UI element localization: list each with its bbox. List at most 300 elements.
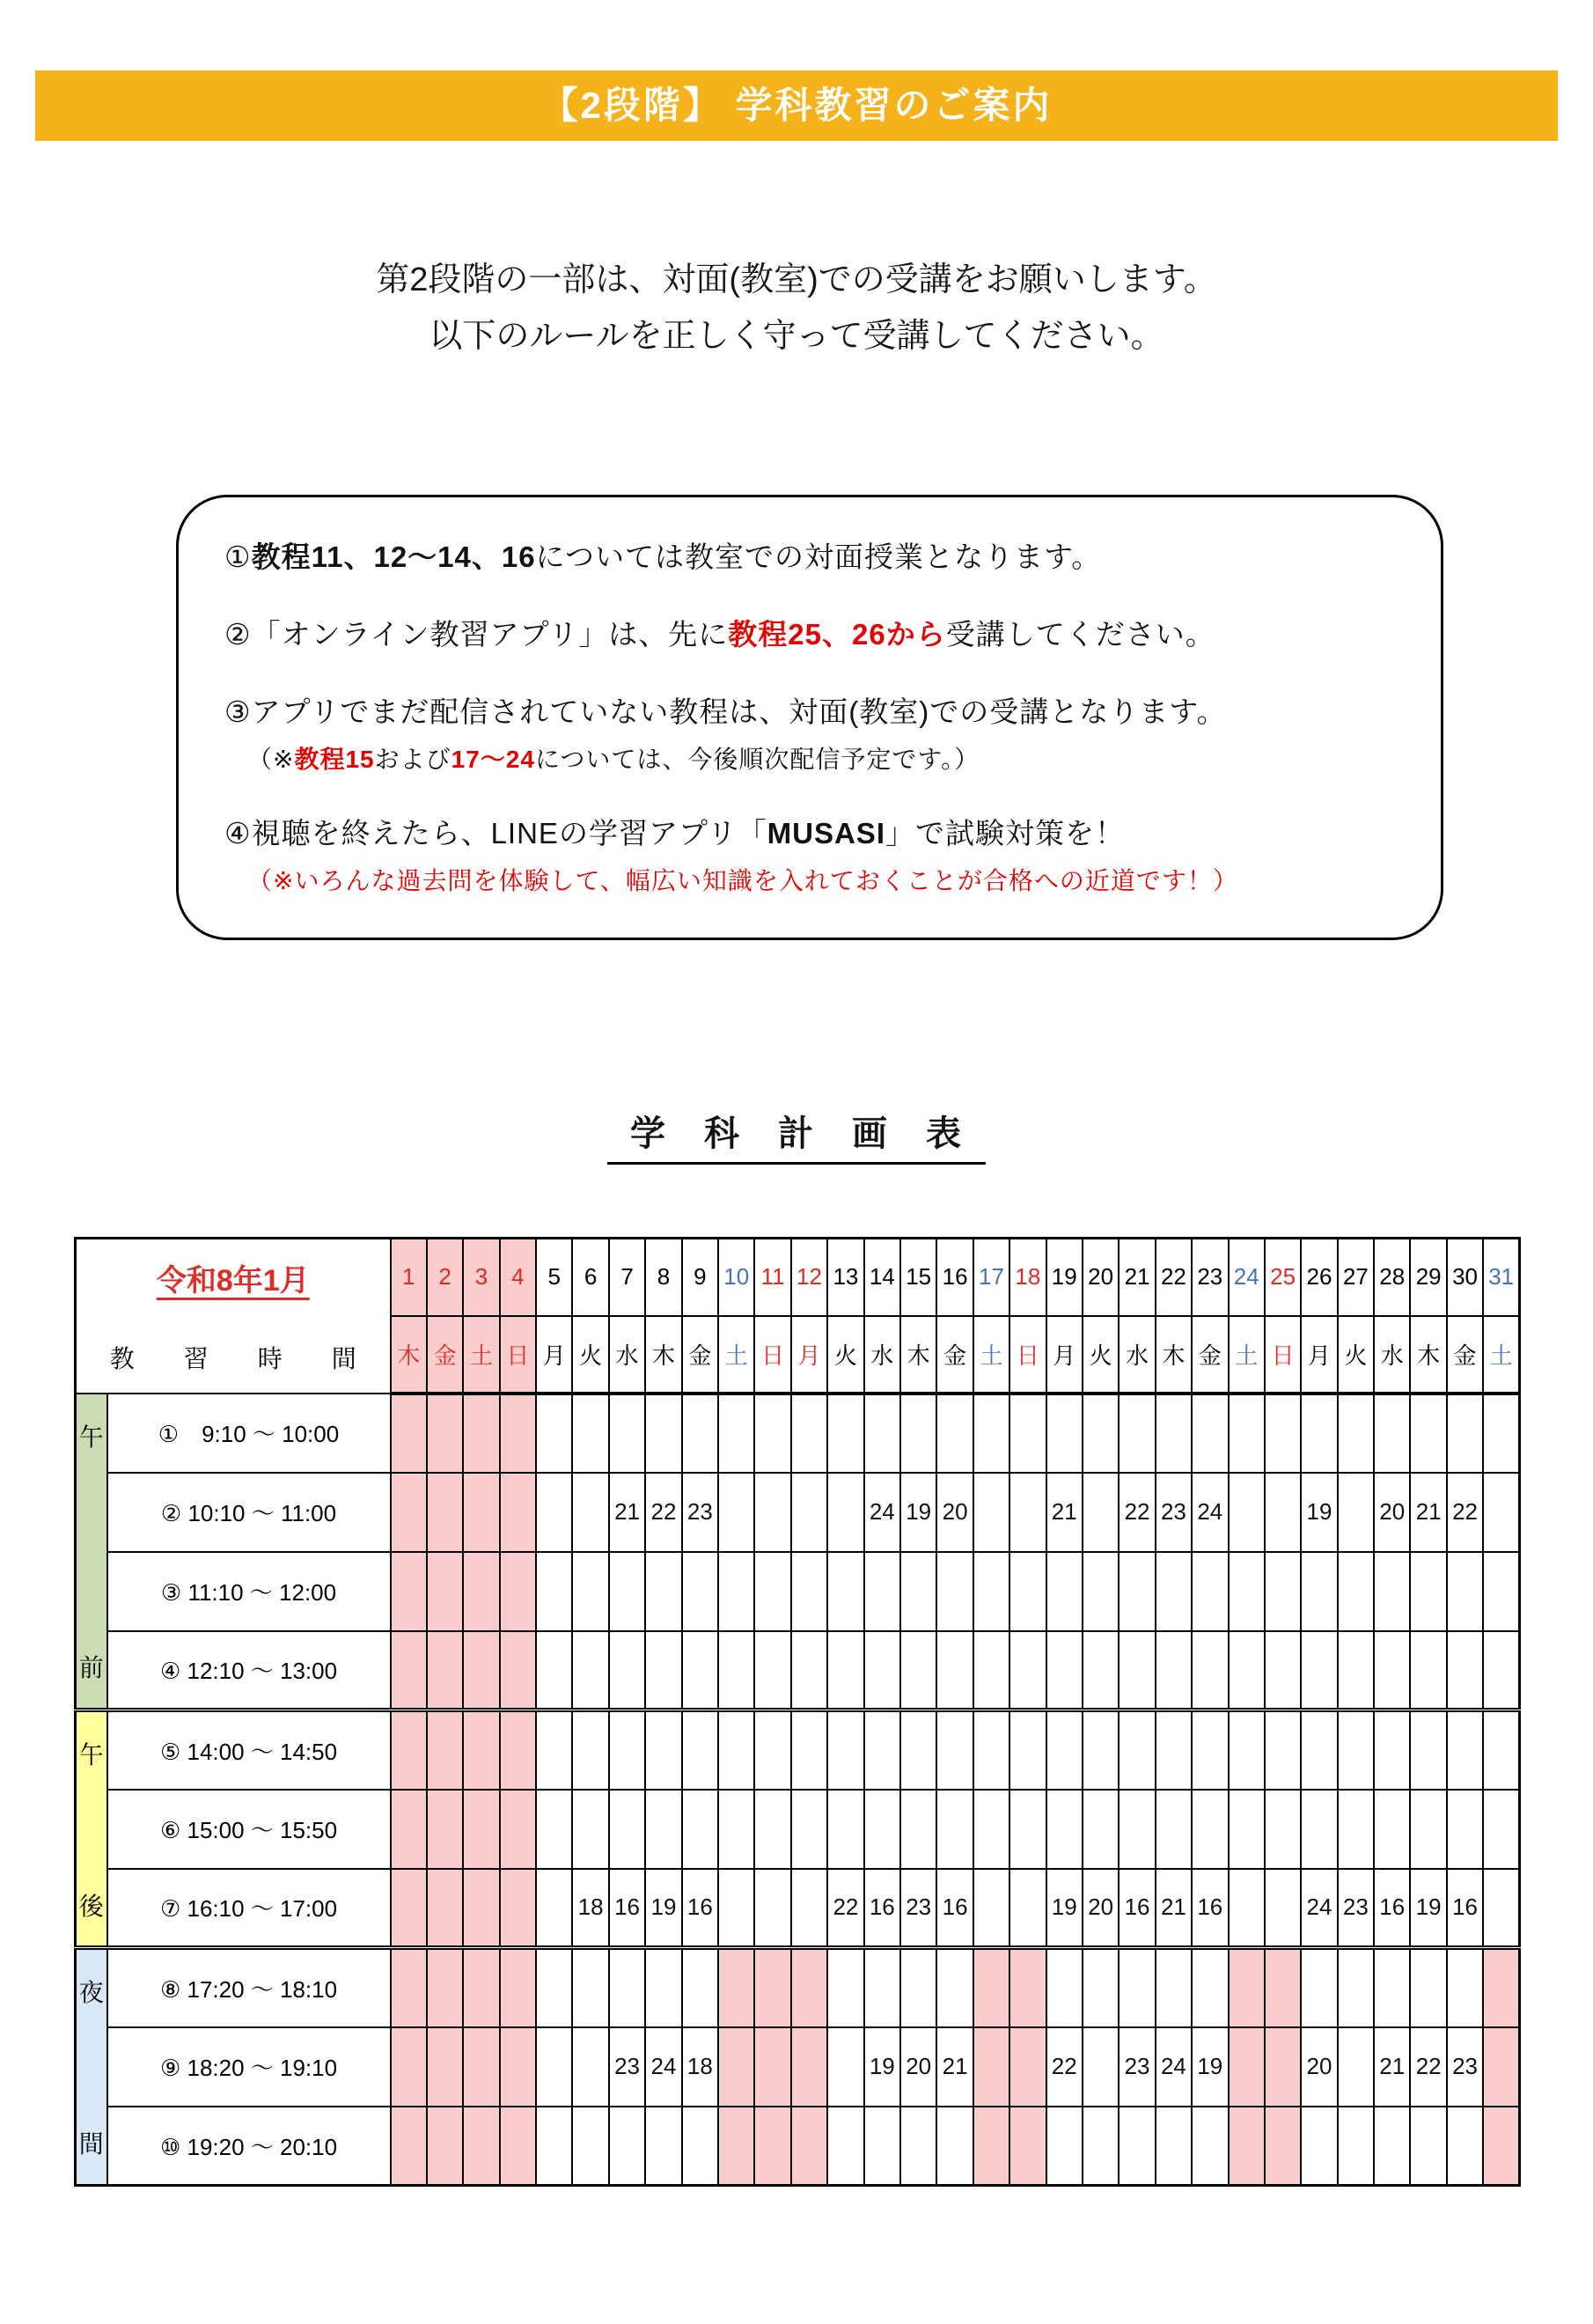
schedule-cell: 19 [1046, 1869, 1083, 1948]
time-slot-label: ② 10:10 ～ 11:00 [107, 1473, 391, 1552]
schedule-cell [572, 1710, 608, 1790]
date-cell: 6 [572, 1239, 608, 1316]
schedule-cell [391, 2107, 427, 2186]
day-cell: 土 [718, 1316, 754, 1394]
schedule-cell [1301, 1710, 1337, 1790]
schedule-cell [718, 2027, 754, 2107]
schedule-cell [427, 1948, 463, 2027]
schedule-cell: 23 [682, 1473, 718, 1552]
schedule-cell: 21 [936, 2027, 973, 2107]
schedule-cell [1265, 1948, 1301, 2027]
schedule-cell [900, 1552, 936, 1631]
time-slot-label: ⑨ 18:20 ～ 19:10 [107, 2027, 391, 2107]
schedule-row [76, 1790, 1520, 1869]
schedule-cell [718, 1631, 754, 1710]
schedule-cell [1447, 1790, 1483, 1869]
date-cell: 9 [682, 1239, 718, 1316]
schedule-cell [1483, 1710, 1519, 1790]
schedule-cell [973, 1790, 1009, 1869]
date-cell: 5 [536, 1239, 572, 1316]
schedule-cell [1301, 2107, 1337, 2186]
schedule-cell: 20 [1301, 2027, 1337, 2107]
time-slot-label: ① 9:10 ～ 10:00 [107, 1394, 391, 1473]
schedule-cell: 19 [645, 1869, 681, 1948]
schedule-cell [754, 1948, 790, 2027]
schedule-cell [427, 1710, 463, 1790]
schedule-cell: 22 [1119, 1473, 1155, 1552]
schedule-cell [864, 1948, 900, 2027]
schedule-cell [1009, 2027, 1046, 2107]
schedule-cell [1483, 2027, 1519, 2107]
time-slot-label: ⑩ 19:20 ～ 20:10 [107, 2107, 391, 2186]
date-cell: 1 [391, 1239, 427, 1316]
schedule-cell [1374, 1790, 1410, 1869]
schedule-cell [572, 1552, 608, 1631]
schedule-cell [609, 1948, 645, 2027]
schedule-cell: 23 [1119, 2027, 1155, 2107]
day-cell: 土 [1229, 1316, 1265, 1394]
date-cell: 4 [500, 1239, 536, 1316]
day-cell: 日 [754, 1316, 790, 1394]
schedule-cell [1447, 1710, 1483, 1790]
schedule-cell [1265, 1473, 1301, 1552]
schedule-cell [572, 1473, 608, 1552]
schedule-cell [1483, 1631, 1519, 1710]
schedule-cell [391, 1473, 427, 1552]
schedule-table-wrap [74, 1237, 1593, 2187]
schedule-cell: 22 [1046, 2027, 1083, 2107]
schedule-cell [682, 2107, 718, 2186]
date-cell: 11 [754, 1239, 790, 1316]
schedule-cell [609, 1394, 645, 1473]
day-cell: 水 [1374, 1316, 1410, 1394]
month-label: 令和8年1月 [156, 1264, 310, 1298]
schedule-cell [936, 1948, 973, 2027]
schedule-cell [427, 1394, 463, 1473]
date-cell: 8 [645, 1239, 681, 1316]
schedule-cell [609, 2107, 645, 2186]
plan-title: 学 科 計 画 表 [607, 1114, 986, 1165]
schedule-cell: 19 [1410, 1869, 1446, 1948]
schedule-cell: 24 [864, 1473, 900, 1552]
schedule-cell [1447, 1394, 1483, 1473]
schedule-cell [536, 1631, 572, 1710]
schedule-cell [682, 1631, 718, 1710]
schedule-cell: 19 [1301, 1473, 1337, 1552]
schedule-row [76, 1552, 1520, 1631]
schedule-cell [1338, 1948, 1374, 2027]
schedule-cell [463, 1790, 499, 1869]
rule-item [224, 614, 1416, 656]
day-cell: 金 [936, 1316, 973, 1394]
day-cell: 火 [572, 1316, 608, 1394]
schedule-cell [463, 1869, 499, 1948]
schedule-cell [1265, 2107, 1301, 2186]
schedule-cell [1009, 1394, 1046, 1473]
schedule-cell [391, 1790, 427, 1869]
day-cell: 月 [536, 1316, 572, 1394]
schedule-cell [1229, 1631, 1265, 1710]
schedule-cell [391, 1710, 427, 1790]
section-band-char: 前 [78, 1653, 104, 1681]
schedule-cell [1374, 1948, 1410, 2027]
schedule-cell [1338, 1710, 1374, 1790]
schedule-cell [754, 2027, 790, 2107]
schedule-cell [718, 1552, 754, 1631]
schedule-cell [536, 1869, 572, 1948]
schedule-cell [827, 1790, 863, 1869]
date-cell: 19 [1046, 1239, 1083, 1316]
schedule-cell: 18 [682, 2027, 718, 2107]
schedule-cell [1410, 1710, 1446, 1790]
schedule-cell: 20 [936, 1473, 973, 1552]
day-cell: 土 [973, 1316, 1009, 1394]
day-cell: 火 [1338, 1316, 1374, 1394]
schedule-cell [1338, 2107, 1374, 2186]
schedule-cell [1192, 1394, 1228, 1473]
schedule-cell [864, 1394, 900, 1473]
schedule-cell: 16 [1447, 1869, 1483, 1948]
date-cell: 3 [463, 1239, 499, 1316]
page-banner [35, 70, 1558, 141]
schedule-cell [500, 1394, 536, 1473]
schedule-cell [1156, 2107, 1192, 2186]
schedule-cell [900, 1790, 936, 1869]
schedule-cell [1009, 1790, 1046, 1869]
schedule-row [76, 1473, 1520, 1552]
schedule-cell [827, 1948, 863, 2027]
intro-text [0, 252, 1593, 364]
schedule-cell [572, 2027, 608, 2107]
rule-text: については、今後順次配信予定です。） [534, 746, 980, 773]
schedule-cell [791, 1552, 827, 1631]
schedule-cell [1301, 1394, 1337, 1473]
schedule-cell [1410, 1631, 1446, 1710]
schedule-cell [791, 1473, 827, 1552]
date-cell: 22 [1156, 1239, 1192, 1316]
schedule-cell [427, 1631, 463, 1710]
schedule-cell [500, 1473, 536, 1552]
schedule-cell [1265, 1869, 1301, 1948]
section-band [76, 1394, 107, 1710]
day-cell: 日 [500, 1316, 536, 1394]
schedule-cell [1046, 1631, 1083, 1710]
schedule-cell [1119, 2107, 1155, 2186]
date-cell: 28 [1374, 1239, 1410, 1316]
schedule-cell [1338, 1394, 1374, 1473]
schedule-cell [973, 1552, 1009, 1631]
schedule-cell [754, 1631, 790, 1710]
schedule-cell: 24 [1156, 2027, 1192, 2107]
schedule-cell [718, 1473, 754, 1552]
schedule-cell: 24 [1301, 1869, 1337, 1948]
time-slot-label: ⑤ 14:00 ～ 14:50 [107, 1710, 391, 1790]
day-cell: 木 [391, 1316, 427, 1394]
schedule-cell [973, 1394, 1009, 1473]
schedule-cell [718, 1710, 754, 1790]
schedule-cell [463, 1394, 499, 1473]
schedule-cell: 24 [645, 2027, 681, 2107]
section-band-char: 午 [78, 1740, 104, 1769]
schedule-cell [1009, 1473, 1046, 1552]
schedule-cell [572, 1394, 608, 1473]
schedule-cell [900, 1710, 936, 1790]
schedule-row [76, 1869, 1520, 1948]
rule-item [224, 742, 1416, 777]
time-slot-label: ⑥ 15:00 ～ 15:50 [107, 1790, 391, 1869]
schedule-cell: 22 [1410, 2027, 1446, 2107]
schedule-cell: 20 [900, 2027, 936, 2107]
schedule-cell [1410, 1552, 1446, 1631]
schedule-cell [791, 1948, 827, 2027]
schedule-cell [1447, 2107, 1483, 2186]
rule-item [224, 536, 1416, 578]
schedule-cell [1483, 1394, 1519, 1473]
date-cell: 30 [1447, 1239, 1483, 1316]
schedule-cell [609, 1631, 645, 1710]
day-cell: 金 [1192, 1316, 1228, 1394]
schedule-cell [572, 1790, 608, 1869]
date-cell: 31 [1483, 1239, 1519, 1316]
day-cell: 月 [1301, 1316, 1337, 1394]
schedule-cell [1338, 1473, 1374, 1552]
schedule-row [76, 2107, 1520, 2186]
intro-line-1: 第2段階の一部は、対面(教室)での受講をお願いします。 [376, 261, 1217, 298]
schedule-cell [427, 1552, 463, 1631]
intro-line-2: 以下のルールを正しく守って受講してください。 [429, 318, 1164, 355]
schedule-cell [936, 2107, 973, 2186]
schedule-cell [1156, 1948, 1192, 2027]
rule-text: ②「オンライン教習アプリ」は、先に [224, 618, 729, 651]
rule-text: 受講してください。 [945, 618, 1215, 651]
schedule-cell [1265, 1710, 1301, 1790]
rule-text: （※ [247, 746, 295, 773]
schedule-cell [1483, 1473, 1519, 1552]
day-cell: 火 [1083, 1316, 1119, 1394]
schedule-cell [1009, 1948, 1046, 2027]
schedule-cell [1119, 1552, 1155, 1631]
schedule-cell [682, 1790, 718, 1869]
plan-title-wrap [0, 1106, 1593, 1156]
date-cell: 18 [1009, 1239, 1046, 1316]
schedule-cell [1301, 1948, 1337, 2027]
schedule-cell [1119, 1631, 1155, 1710]
schedule-cell [1483, 2107, 1519, 2186]
schedule-cell: 20 [1083, 1869, 1119, 1948]
schedule-cell [1265, 2027, 1301, 2107]
day-cell: 日 [1009, 1316, 1046, 1394]
schedule-cell [1338, 2027, 1374, 2107]
schedule-cell [1410, 2107, 1446, 2186]
schedule-cell [1338, 1790, 1374, 1869]
schedule-cell [682, 1552, 718, 1631]
schedule-cell [718, 1948, 754, 2027]
schedule-cell [1083, 1394, 1119, 1473]
schedule-cell [1119, 1948, 1155, 2027]
time-slot-label: ⑧ 17:20 ～ 18:10 [107, 1948, 391, 2027]
day-cell: 金 [682, 1316, 718, 1394]
date-cell: 24 [1229, 1239, 1265, 1316]
banner-title: 【2段階】 学科教習のご案内 [540, 85, 1053, 126]
day-cell: 木 [645, 1316, 681, 1394]
schedule-cell [1083, 1710, 1119, 1790]
day-cell: 月 [1046, 1316, 1083, 1394]
schedule-cell [1083, 1473, 1119, 1552]
schedule-cell [754, 1710, 790, 1790]
schedule-cell [572, 1631, 608, 1710]
schedule-cell [1483, 1790, 1519, 1869]
schedule-cell [754, 1869, 790, 1948]
section-band-char: 夜 [78, 1979, 104, 2006]
schedule-cell [864, 1710, 900, 1790]
schedule-cell [1447, 1552, 1483, 1631]
schedule-cell [682, 1948, 718, 2027]
date-cell: 21 [1119, 1239, 1155, 1316]
schedule-cell [1229, 1394, 1265, 1473]
schedule-cell [645, 1631, 681, 1710]
schedule-cell: 16 [1192, 1869, 1228, 1948]
schedule-cell [572, 1948, 608, 2027]
day-cell: 木 [1410, 1316, 1446, 1394]
schedule-cell [936, 1394, 973, 1473]
schedule-cell [1119, 1394, 1155, 1473]
schedule-cell [936, 1552, 973, 1631]
time-slot-label: ⑦ 16:10 ～ 17:00 [107, 1869, 391, 1948]
time-slot-label: ④ 12:10 ～ 13:00 [107, 1631, 391, 1710]
schedule-cell [973, 1631, 1009, 1710]
date-cell: 13 [827, 1239, 863, 1316]
schedule-cell: 16 [936, 1869, 973, 1948]
schedule-cell [536, 1394, 572, 1473]
schedule-cell: 22 [1447, 1473, 1483, 1552]
schedule-cell: 21 [1156, 1869, 1192, 1948]
schedule-cell [536, 1473, 572, 1552]
schedule-cell [718, 1394, 754, 1473]
schedule-cell: 16 [1119, 1869, 1155, 1948]
schedule-cell [1410, 1790, 1446, 1869]
schedule-cell [645, 1790, 681, 1869]
schedule-cell [827, 1710, 863, 1790]
schedule-cell [1083, 1948, 1119, 2027]
schedule-cell [391, 1394, 427, 1473]
date-cell: 15 [900, 1239, 936, 1316]
date-cell: 27 [1338, 1239, 1374, 1316]
time-slot-label: ③ 11:10 ～ 12:00 [107, 1552, 391, 1631]
schedule-cell [1229, 1790, 1265, 1869]
schedule-cell [1009, 1710, 1046, 1790]
schedule-cell [1410, 1948, 1446, 2027]
schedule-cell [1009, 1552, 1046, 1631]
schedule-cell: 23 [609, 2027, 645, 2107]
rule-text: MUSASI [767, 817, 885, 849]
schedule-cell [791, 1869, 827, 1948]
schedule-cell: 21 [1374, 2027, 1410, 2107]
day-cell: 水 [609, 1316, 645, 1394]
schedule-cell [1410, 1394, 1446, 1473]
schedule-cell [1192, 1790, 1228, 1869]
schedule-cell [1338, 1552, 1374, 1631]
schedule-cell [391, 1552, 427, 1631]
day-cell: 木 [1156, 1316, 1192, 1394]
schedule-cell [1229, 1869, 1265, 1948]
schedule-cell [864, 2107, 900, 2186]
schedule-cell [1265, 1394, 1301, 1473]
day-cell: 金 [1447, 1316, 1483, 1394]
date-cell: 16 [936, 1239, 973, 1316]
rule-item [224, 864, 1416, 899]
section-band-char: 後 [78, 1892, 104, 1920]
schedule-cell: 23 [900, 1869, 936, 1948]
schedule-cell [1083, 2027, 1119, 2107]
schedule-cell [754, 1552, 790, 1631]
schedule-cell [973, 1473, 1009, 1552]
rules-box [176, 495, 1443, 940]
schedule-cell: 22 [645, 1473, 681, 1552]
schedule-cell [754, 1394, 790, 1473]
day-cell: 金 [427, 1316, 463, 1394]
schedule-cell [500, 1869, 536, 1948]
schedule-cell [973, 1710, 1009, 1790]
schedule-cell [463, 1948, 499, 2027]
schedule-cell [500, 1948, 536, 2027]
schedule-cell [973, 2027, 1009, 2107]
schedule-cell [1229, 2107, 1265, 2186]
schedule-cell [1192, 1631, 1228, 1710]
schedule-cell [1046, 1790, 1083, 1869]
date-cell: 25 [1265, 1239, 1301, 1316]
schedule-row [76, 1710, 1520, 1790]
schedule-cell [936, 1790, 973, 1869]
schedule-cell [391, 1869, 427, 1948]
schedule-cell [1301, 1552, 1337, 1631]
schedule-cell [1009, 1869, 1046, 1948]
schedule-cell: 22 [827, 1869, 863, 1948]
schedule-cell [791, 2027, 827, 2107]
schedule-cell: 23 [1447, 2027, 1483, 2107]
schedule-row [76, 1394, 1520, 1473]
schedule-cell [609, 1790, 645, 1869]
date-cell: 2 [427, 1239, 463, 1316]
schedule-cell: 18 [572, 1869, 608, 1948]
schedule-cell [1009, 1631, 1046, 1710]
schedule-cell [900, 2107, 936, 2186]
schedule-cell [827, 1552, 863, 1631]
schedule-cell [1483, 1552, 1519, 1631]
schedule-cell [609, 1710, 645, 1790]
schedule-cell [1046, 1948, 1083, 2027]
schedule-cell [1483, 1869, 1519, 1948]
schedule-cell [1374, 1631, 1410, 1710]
schedule-cell [1192, 1552, 1228, 1631]
schedule-cell [536, 2107, 572, 2186]
schedule-cell [791, 1631, 827, 1710]
schedule-cell [682, 1394, 718, 1473]
rule-text: ① [224, 541, 252, 573]
schedule-cell [463, 2107, 499, 2186]
schedule-cell [1083, 1790, 1119, 1869]
schedule-cell [500, 1552, 536, 1631]
schedule-cell: 16 [864, 1869, 900, 1948]
schedule-row [76, 2027, 1520, 2107]
schedule-cell: 16 [682, 1869, 718, 1948]
schedule-cell [500, 2027, 536, 2107]
schedule-cell [827, 1473, 863, 1552]
schedule-cell [900, 1631, 936, 1710]
day-cell: 木 [900, 1316, 936, 1394]
schedule-cell [1156, 1552, 1192, 1631]
date-cell: 12 [791, 1239, 827, 1316]
schedule-cell [463, 1631, 499, 1710]
